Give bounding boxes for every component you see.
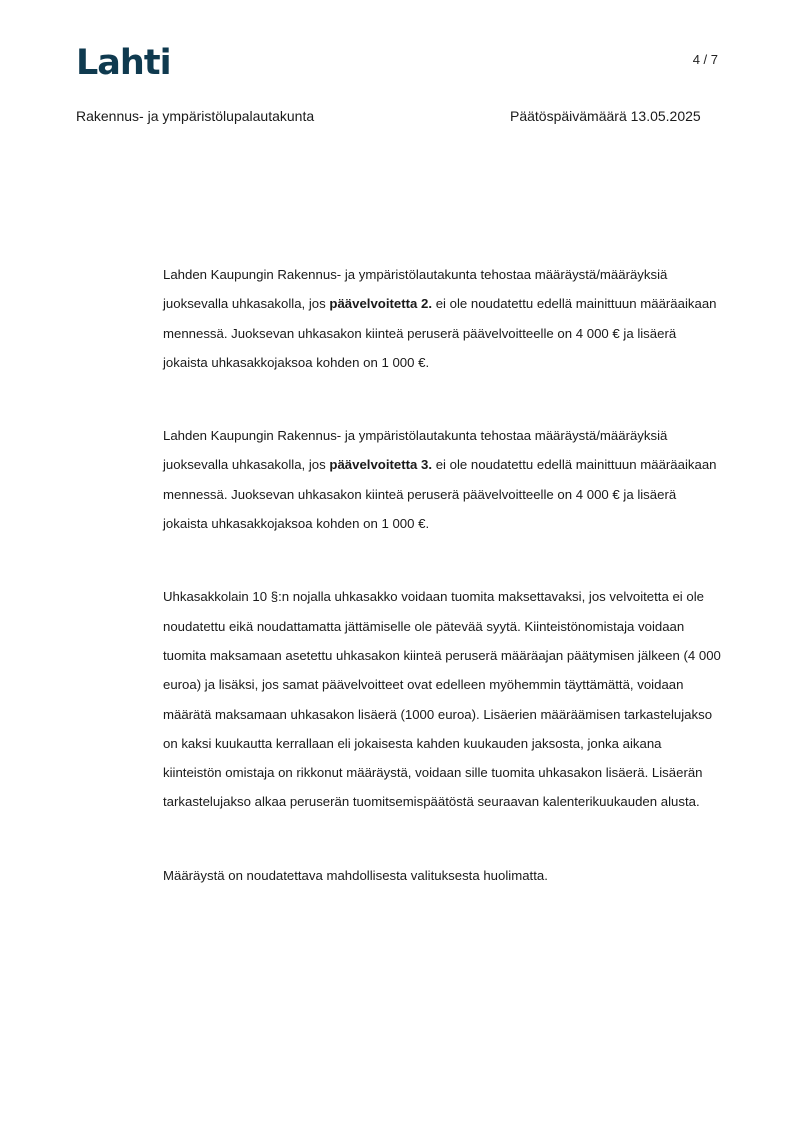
- paragraph-compliance: Määräystä on noudatettava mahdollisesta valituksesta huolimatta.: [163, 867, 548, 883]
- obligation-reference: päävelvoitetta 2.: [329, 296, 433, 312]
- lahti-logo: Lahti: [76, 43, 171, 83]
- paragraph-text: ei ole noudatettu edellä mainittuun määräaikaan mennessä. Juoksevan uhkasakon kiinteä peruserä päävelvoitteelle on 4 000 € ja lisäerä jokaista uhkasakkojaksoa kohden on 1 000 €.: [163, 457, 717, 532]
- paragraph-text: Lahden Kaupungin Rakennus- ja ympäristölautakunta tehostaa määräystä/määräyksiä juoksevalla uhkasakolla, jos: [163, 428, 668, 473]
- committee-name: Rakennus- ja ympäristölupalautakunta: [76, 108, 315, 124]
- page-number: 4 / 7: [692, 52, 718, 67]
- document-body: [163, 260, 723, 890]
- paragraph-text: ei ole noudatettu edellä mainittuun määräaikaan mennessä. Juoksevan uhkasakon kiinteä peruserä päävelvoitteelle on 4 000 € ja lisäerä jokaista uhkasakkojaksoa kohden on 1 000 €.: [163, 296, 717, 370]
- paragraph-penalty-obligation-3: [163, 421, 723, 538]
- paragraph-text: Lahden Kaupungin Rakennus- ja ympäristölautakunta tehostaa määräystä/määräyksiä juoksevalla uhkasakolla, jos: [163, 267, 668, 312]
- paragraph-penalty-law: Uhkasakkolain 10 §:n nojalla uhkasakko voidaan tuomita maksettavaksi, jos velvoitetta ei ole noudatettu eikä noudattamatta jättämiselle ole pätevää syytä. Kiinteistönomistaja voidaan tuomita maksamaan asetettu uhkasakon kiinteä peruserä määräajan päätymisen jälkeen (4 000 euroa) ja lisäksi, jos samat päävelvoitteet ovat edelleen myöhemmin täyttämättä, voidaan määrätä maksamaan uhkasakon lisäerä (1000 euroa). Lisäerien määräämisen tarkastelujakso on kaksi kuukautta kerrallaan eli jokaisesta kahden kuukauden jaksosta, jonka aikana kiinteistön omistaja on rikkonut määräystä, voidaan sille tuomita uhkasakon lisäerä. Lisäerän tarkastelujakso alkaa peruserän tuomitsemispäätöstä seuraavan kalenterikuukauden alusta.: [163, 589, 721, 810]
- obligation-reference: päävelvoitetta 3.: [329, 457, 433, 473]
- decision-date: Päätöspäivämäärä 13.05.2025: [510, 108, 701, 124]
- paragraph-penalty-obligation-2: [163, 260, 723, 377]
